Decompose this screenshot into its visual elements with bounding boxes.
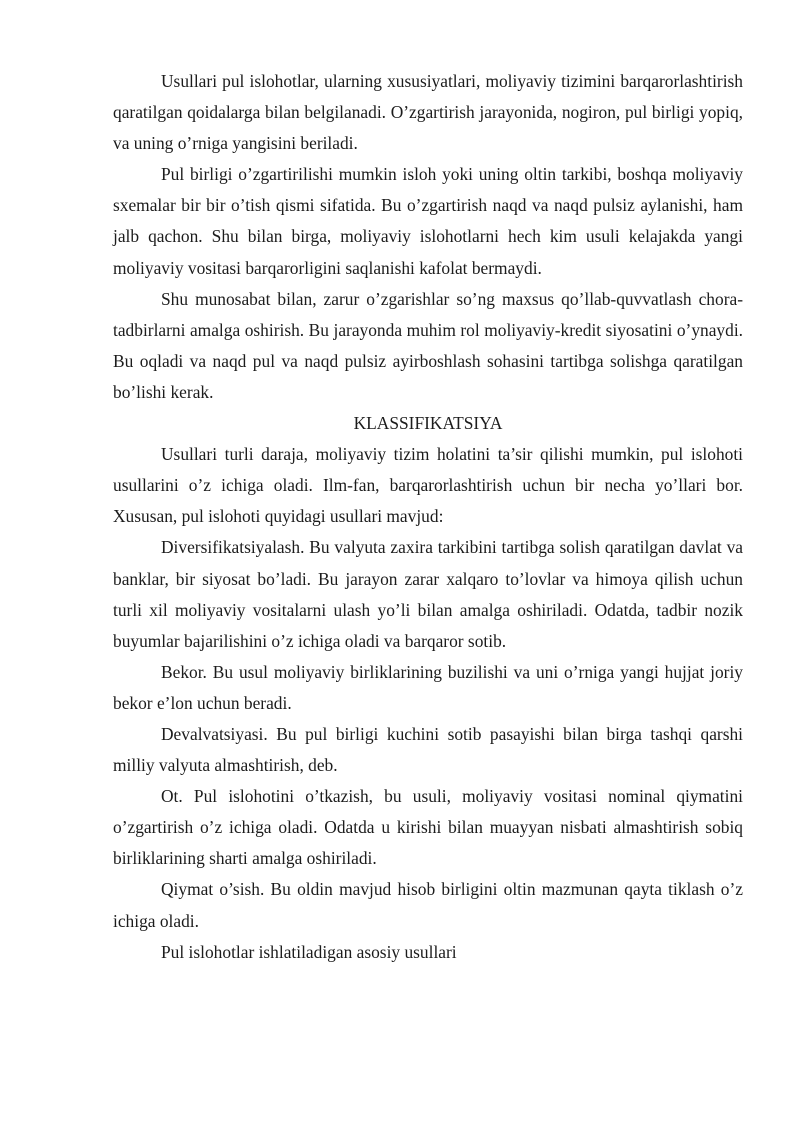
document-body [113,66,743,968]
paragraph-nullification: Bekor. Bu usul moliyaviy birliklarining buzilishi va uni o’rniga yangi hujjat joriy bekor e’lon uchun beradi. [113,661,743,713]
section-heading: KLASSIFIKATSIYA [353,413,503,434]
paragraph-classification-intro: Usullari turli daraja, moliyaviy tizim holatini ta’sir qilishi mumkin, pul islohoti usullarini o’z ichiga oladi. Ilm-fan, barqarorlashtirish uchun bir necha yo’llari bor. Xususan, pul islohoti quyidagi usullari mavjud: [113,444,743,527]
paragraph-denomination: Ot. Pul islohotini o’tkazish, bu usuli, moliyaviy vositasi nominal qiymatini o’zgartirish o’z ichiga oladi. Odatda u kirishi bilan muayyan nisbati almashtirish sobiq birliklarining sharti amalga oshiriladi. [113,786,743,869]
paragraph-main-methods: Pul islohotlar ishlatiladigan asosiy usullari [161,941,457,962]
paragraph-support-measures: Shu munosabat bilan, zarur o’zgarishlar so’ng maxsus qo’llab-quvvatlash chora-tadbirlarni amalga oshirish. Bu jarayonda muhim rol moliyaviy-kredit siyosatini o’ynaydi. Bu oqladi va naqd pul va naqd pulsiz ayirboshlash sohasini tartibga solishga qaratilgan bo’lishi kerak. [113,288,743,402]
paragraph-revaluation: Qiymat o’sish. Bu oldin mavjud hisob birligini oltin mazmunan qayta tiklash o’z ichiga oladi. [113,879,743,931]
paragraph-currency-unit-change: Pul birligi o’zgartirilishi mumkin isloh yoki uning oltin tarkibi, boshqa moliyaviy sxemalar bir bir o’tish qismi sifatida. Bu o’zgartirish naqd va naqd pulsiz aylanishi, ham jalb qachon. Shu bilan birga, moliyaviy islohotlarni hech kim usuli kelajakda yangi moliyaviy vositasi barqarorligini saqlanishi kafolat bermaydi. [113,164,743,278]
paragraph-diversification: Diversifikatsiyalash. Bu valyuta zaxira tarkibini tartibga solish qaratilgan davlat va banklar, bir siyosat bo’ladi. Bu jarayon zarar xalqaro to’lovlar va himoya qilish uchun turli xil moliyaviy vositalarni ulash yo’li bilan amalga oshiriladi. Odatda, tadbir nozik buyumlar bajarilishini o’z ichiga oladi va barqaror sotib. [113,537,743,651]
paragraph-reform-methods: Usullari pul islohotlar, ularning xususiyatlari, moliyaviy tizimini barqarorlashtirish qaratilgan qoidalarga bilan belgilanadi. O’zgartirish jarayonida, nogiron, pul birligi yopiq, va uning o’rniga yangisini beriladi. [113,71,743,154]
paragraph-devaluation: Devalvatsiyasi. Bu pul birligi kuchini sotib pasayishi bilan birga tashqi qarshi milliy valyuta almashtirish, deb. [113,723,743,776]
